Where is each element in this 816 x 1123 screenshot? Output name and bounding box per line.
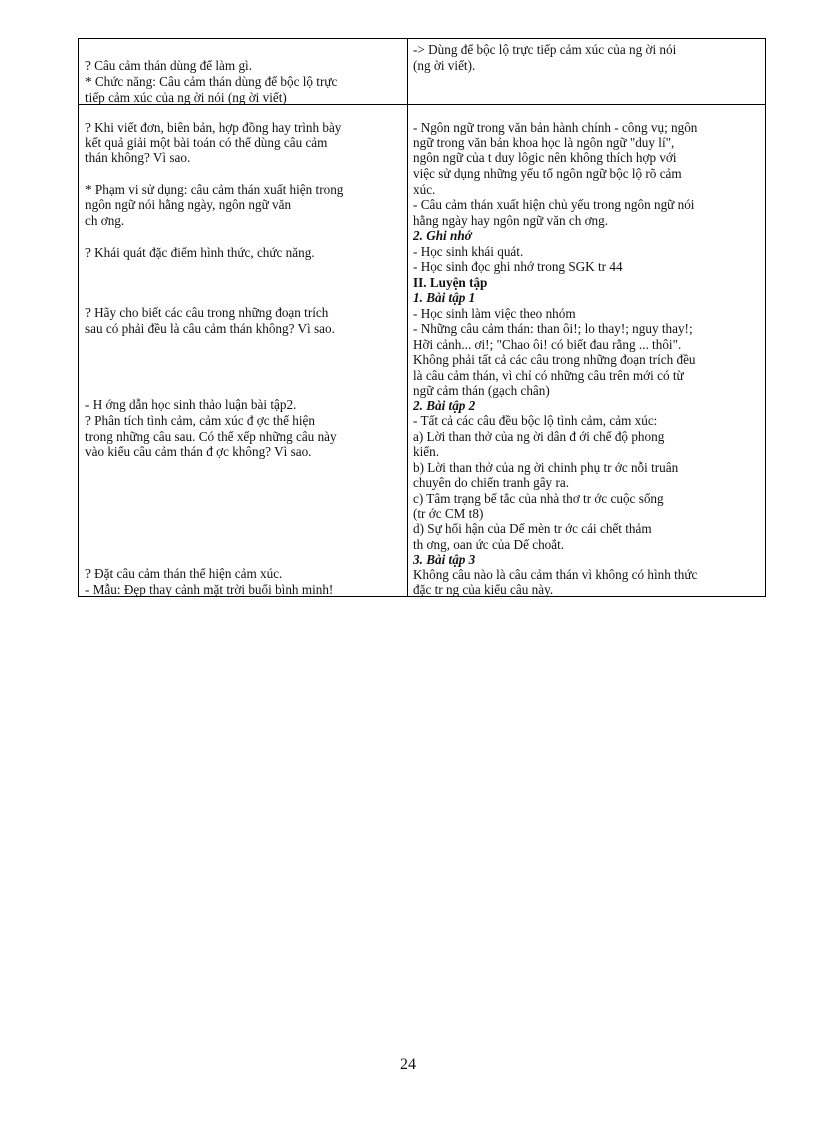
content-table xyxy=(78,38,766,597)
left-line: sau có phải đều là câu cảm thán không? Vì sao. xyxy=(85,321,335,336)
right-line: II. Luyện tập xyxy=(413,275,488,290)
page-number: 24 xyxy=(400,1056,416,1073)
right-line: ngữ cảm thán (gạch chân) xyxy=(413,383,550,398)
right-line: - Ngôn ngữ trong văn bản hành chính - công vụ; ngôn xyxy=(413,120,698,135)
left-line: thán không? Vì sao. xyxy=(85,150,191,165)
left-line: vào kiểu câu cảm thán đ ợc không? Vì sao. xyxy=(85,444,312,459)
right-line: 2. Bài tập 2 xyxy=(413,398,476,413)
left-line: - H ớng dẫn học sinh thảo luận bài tập2. xyxy=(85,397,297,412)
right-line: kiến. xyxy=(413,444,440,459)
right-line: 2. Ghi nhớ xyxy=(413,228,472,243)
right-line: c) Tâm trạng bế tắc của nhà thơ tr ớc cuộc sống xyxy=(413,491,664,506)
right-line: là câu cảm thán, vì chỉ có những câu trên mới có từ xyxy=(413,368,684,383)
right-line: hằng ngày hay ngôn ngữ văn ch ơng. xyxy=(413,213,609,228)
right-line: xúc. xyxy=(413,182,436,197)
left-line: kết quả giải một bài toán có thể dùng câu cảm xyxy=(85,135,328,150)
right-line: th ơng, oan ức của Dế choắt. xyxy=(413,537,565,552)
column-divider xyxy=(407,39,408,596)
right-line: - Câu cảm thán xuất hiện chủ yếu trong ngôn ngữ nói xyxy=(413,197,695,212)
right_top-line: (ng ời viết). xyxy=(413,58,476,73)
right-line: Hỡi cảnh... ơi!; "Chao ôi! có biết đau rằng ... thôi". xyxy=(413,337,682,352)
right-line: 1. Bài tập 1 xyxy=(413,290,476,305)
left-line: * Chức năng: Câu cảm thán dùng để bộc lộ trực xyxy=(85,74,338,89)
right-line: b) Lời than thở của ng ời chinh phụ tr ớc nỗi truân xyxy=(413,460,679,475)
right-line: ngữ trong văn bản khoa học là ngôn ngữ "duy lí", xyxy=(413,135,675,150)
right-line: - Học sinh làm việc theo nhóm xyxy=(413,306,576,321)
left-line: - Mẫu: Đẹp thay cảnh mặt trời buổi bình minh! xyxy=(85,582,334,597)
left-line: ? Câu cảm thán dùng để làm gì. xyxy=(85,58,252,73)
left-line: ? Phân tích tình cảm, cảm xúc đ ợc thể hiện xyxy=(85,413,315,428)
right-line: - Tất cả các câu đều bộc lộ tình cảm, cảm xúc: xyxy=(413,413,658,428)
right-line: - Những câu cảm thán: than ôi!; lo thay!; nguy thay!; xyxy=(413,321,693,336)
right-line: Không phải tất cả các câu trong những đoạn trích đều xyxy=(413,352,696,367)
left-line: ? Khi viết đơn, biên bản, hợp đồng hay trình bày xyxy=(85,120,342,135)
right-line: ngôn ngữ của t duy lôgic nên không thích hợp với xyxy=(413,150,677,165)
right_top-line: -> Dùng để bộc lộ trực tiếp cảm xúc của ng ời nói xyxy=(413,42,677,57)
right-line: (tr ớc CM t8) xyxy=(413,506,484,521)
left-line: tiếp cảm xúc của ng ời nói (ng ời viết) xyxy=(85,90,287,105)
right-line: 3. Bài tập 3 xyxy=(413,552,476,567)
right-line: d) Sự hối hận của Dế mèn tr ớc cái chết thảm xyxy=(413,521,652,536)
left-line: ? Hãy cho biết các câu trong những đoạn trích xyxy=(85,305,329,320)
left-line: * Phạm vi sử dụng: câu cảm thán xuất hiện trong xyxy=(85,182,344,197)
left-line: ch ơng. xyxy=(85,213,125,228)
right-line: Không câu nào là câu cảm thán vì không có hình thức xyxy=(413,567,698,582)
left-line: ? Đặt câu cảm thán thể hiện cảm xúc. xyxy=(85,566,283,581)
right-line: chuyên do chiến tranh gây ra. xyxy=(413,475,569,490)
right-line: đặc tr ng của kiểu câu này. xyxy=(413,582,554,597)
right-line: a) Lời than thở của ng ời dân đ ới chế độ phong xyxy=(413,429,665,444)
left-line: trong những câu sau. Có thể xếp những câu này xyxy=(85,429,337,444)
left-line: ? Khái quát đặc điểm hình thức, chức năng. xyxy=(85,245,315,260)
right-line: việc sử dụng những yếu tố ngôn ngữ bộc lộ rõ cảm xyxy=(413,166,682,181)
right-line: - Học sinh đọc ghi nhớ trong SGK tr 44 xyxy=(413,259,623,274)
left-line: ngôn ngữ nói hằng ngày, ngôn ngữ văn xyxy=(85,197,292,212)
right-line: - Học sinh khái quát. xyxy=(413,244,524,259)
